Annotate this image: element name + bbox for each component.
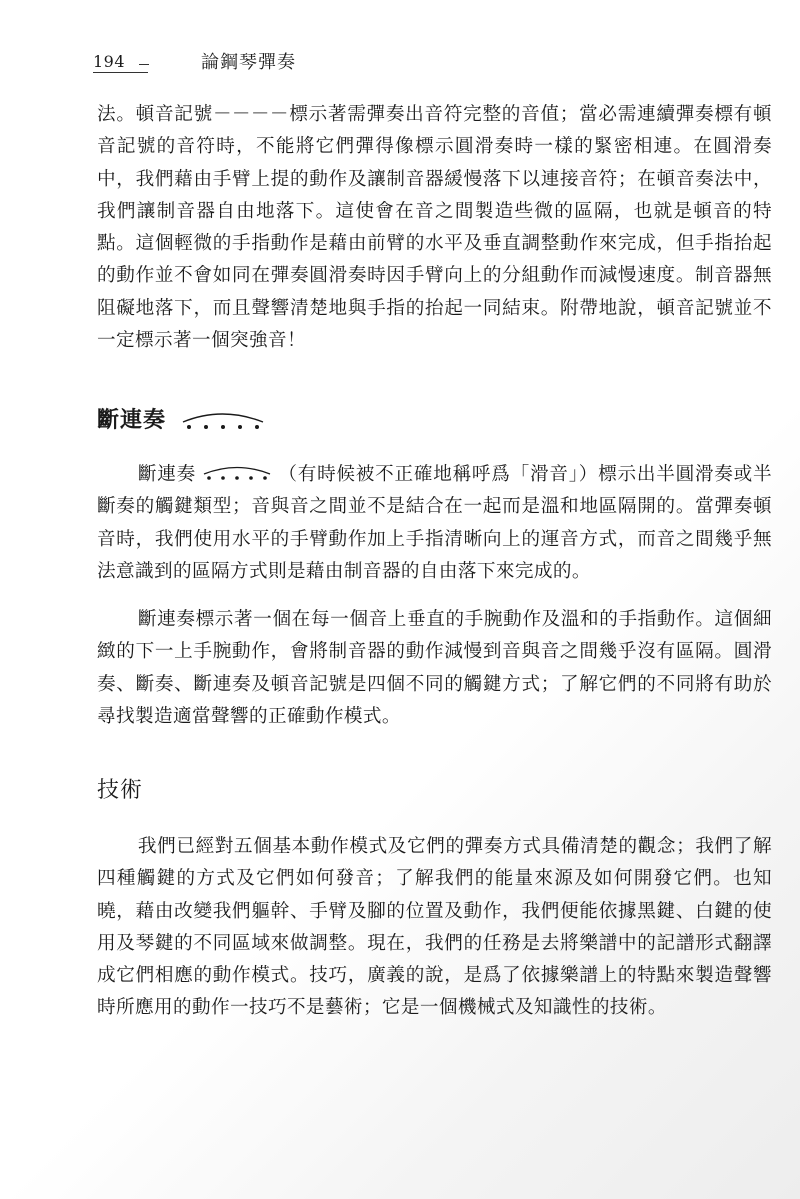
page-number: 194 (93, 52, 126, 71)
section-heading-portato (97, 403, 267, 434)
portato-symbol-icon (177, 410, 267, 432)
paragraph-staccato-dot: 法。頓音記號－－－－標示著需彈奏出音符完整的音值；當必需連續彈奏標有頓音記號的音符時，不能將它們彈得像標示圓滑奏時一樣的緊密相連。在圓滑奏中，我們藉由手臂上提的動作及讓制音器緩慢落下以連接音符；在頓音奏法中，我們讓制音器自由地落下。這使會在音之間製造些微的區隔，也就是頓音的特點。這個輕微的手指動作是藉由前臂的水平及垂直調整動作來完成，但手指抬起的動作並不會如同在彈奏圓滑奏時因手臂向上的分組動作而減慢速度。制音器無阻礙地落下，而且聲響清楚地與手指的抬起一同結束。附帶地說，頓音記號並不一定標示著一個突強音！ (97, 104, 772, 352)
portato-inline-symbol-icon (200, 464, 274, 482)
running-header (93, 44, 653, 74)
heading-text: 斷連奏 (97, 407, 167, 433)
portato-definition-text: （有時候被不正確地稱呼爲「滑音」）標示出半圓滑奏或半斷奏的觸鍵類型；音與音之間並不是結合在一起而是溫和地區隔開的。當彈奏頓音時，我們使用水平的手臂動作加上手指清晰向上的運音方式，而音之間幾乎無法意識到的區隔方式則是藉由制音器的自由落下來完成的。 (97, 464, 772, 582)
header-rule (93, 72, 148, 73)
header-dash (139, 64, 149, 65)
book-title: 論鋼琴彈奏 (201, 52, 296, 73)
paragraph-portato-motion: 斷連奏標示著一個在每一個音上垂直的手腕動作及溫和的手指動作。這個細緻的下一上手腕動作，會將制音器的動作減慢到音與音之間幾乎沒有區隔。圓滑奏、斷奏、斷連奏及頓音記號是四個不同的觸鍵方式；了解它們的不同將有助於尋找製造適當聲響的正確動作模式。 (97, 609, 772, 727)
paragraph-technique: 我們已經對五個基本動作模式及它們的彈奏方式具備清楚的觀念；我們了解四種觸鍵的方式及它們如何發音；了解我們的能量來源及如何開發它們。也知曉，藉由改變我們軀幹、手臂及腳的位置及動作，我們便能依據黑鍵、白鍵的使用及琴鍵的不同區域來做調整。現在，我們的任務是去將樂譜中的記譜形式翻譯成它們相應的動作模式。技巧，廣義的說，是爲了依據樂譜上的特點來製造聲響時所應用的動作一技巧不是藝術；它是一個機械式及知識性的技術。 (97, 836, 772, 1019)
section-heading-technique: 技術 (97, 778, 144, 803)
portato-term: 斷連奏 (137, 464, 196, 485)
paragraph-portato-definition (97, 459, 772, 588)
